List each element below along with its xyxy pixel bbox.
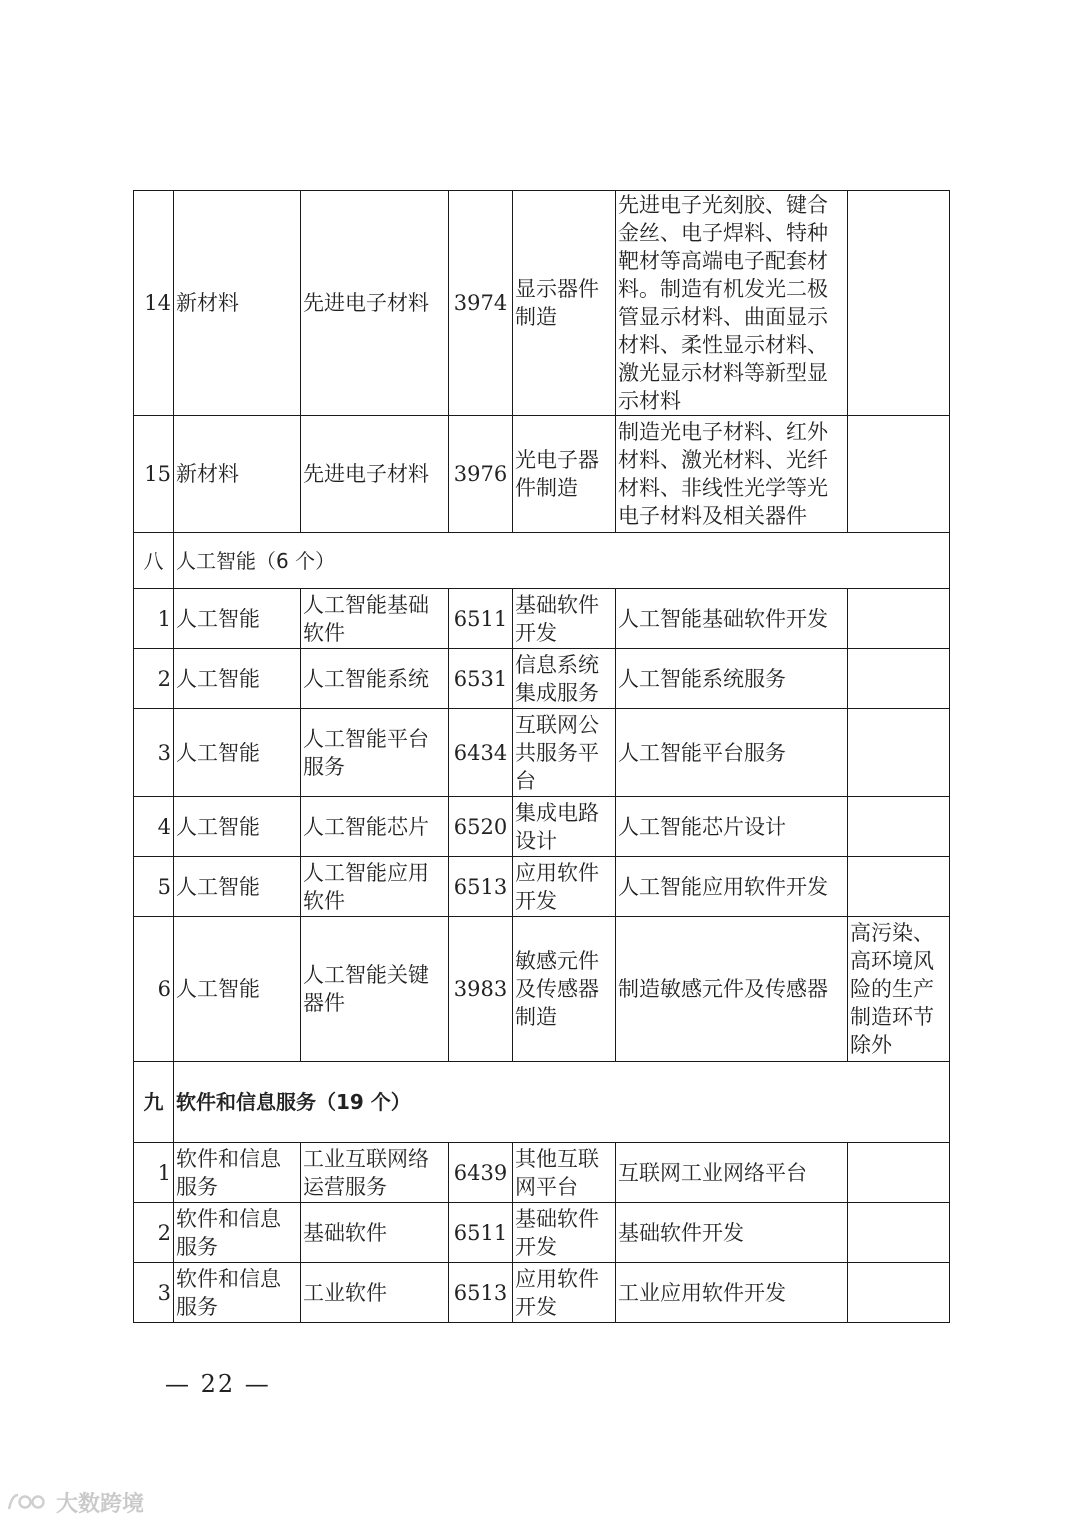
industry-cell: 人工智能 (174, 709, 301, 797)
table-row (134, 589, 950, 649)
category-mark: 八 (134, 533, 174, 589)
industry-cell: 新材料 (174, 191, 301, 416)
row-number: 1 (134, 589, 174, 649)
description-cell: 人工智能芯片设计 (616, 797, 848, 857)
note-cell (848, 191, 950, 416)
description-cell: 人工智能平台服务 (616, 709, 848, 797)
product-cell: 人工智能应用软件 (301, 857, 449, 917)
product-cell: 工业软件 (301, 1263, 449, 1323)
industry-cell: 人工智能 (174, 857, 301, 917)
note-cell (848, 797, 950, 857)
industry-cell: 人工智能 (174, 917, 301, 1062)
code-cell: 3974 (449, 191, 513, 416)
note-cell (848, 649, 950, 709)
code-name-cell: 应用软件开发 (513, 857, 616, 917)
code-cell: 6513 (449, 857, 513, 917)
table-row (134, 1143, 950, 1203)
code-name-cell: 敏感元件及传感器制造 (513, 917, 616, 1062)
code-cell: 3983 (449, 917, 513, 1062)
product-cell: 人工智能系统 (301, 649, 449, 709)
note-cell (848, 1143, 950, 1203)
description-cell: 制造敏感元件及传感器 (616, 917, 848, 1062)
row-number: 6 (134, 917, 174, 1062)
code-cell: 6531 (449, 649, 513, 709)
table-row (134, 416, 950, 533)
industry-cell: 人工智能 (174, 797, 301, 857)
description-cell: 互联网工业网络平台 (616, 1143, 848, 1203)
row-number: 2 (134, 649, 174, 709)
product-cell: 先进电子材料 (301, 191, 449, 416)
code-cell: 6439 (449, 1143, 513, 1203)
product-cell: 人工智能关键器件 (301, 917, 449, 1062)
code-cell: 6511 (449, 1203, 513, 1263)
note-cell (848, 589, 950, 649)
logo-icon (6, 1489, 50, 1515)
product-cell: 人工智能基础软件 (301, 589, 449, 649)
industry-cell: 软件和信息服务 (174, 1143, 301, 1203)
page-number: — 22 — (165, 1370, 271, 1398)
product-cell: 人工智能平台服务 (301, 709, 449, 797)
description-cell: 人工智能应用软件开发 (616, 857, 848, 917)
code-name-cell: 基础软件开发 (513, 1203, 616, 1263)
industry-cell: 人工智能 (174, 589, 301, 649)
code-name-cell: 应用软件开发 (513, 1263, 616, 1323)
industry-cell: 新材料 (174, 416, 301, 533)
code-name-cell: 光电子器件制造 (513, 416, 616, 533)
note-cell (848, 1203, 950, 1263)
category-row (134, 1062, 950, 1143)
row-number: 2 (134, 1203, 174, 1263)
description-cell: 基础软件开发 (616, 1203, 848, 1263)
note-cell (848, 416, 950, 533)
product-cell: 人工智能芯片 (301, 797, 449, 857)
row-number: 15 (134, 416, 174, 533)
table-row (134, 857, 950, 917)
description-cell: 人工智能基础软件开发 (616, 589, 848, 649)
industry-cell: 人工智能 (174, 649, 301, 709)
note-cell: 高污染、高环境风险的生产制造环节除外 (848, 917, 950, 1062)
code-cell: 3976 (449, 416, 513, 533)
table-row (134, 917, 950, 1062)
category-mark: 九 (134, 1062, 174, 1143)
product-cell: 先进电子材料 (301, 416, 449, 533)
row-number: 5 (134, 857, 174, 917)
row-number: 3 (134, 709, 174, 797)
row-number: 1 (134, 1143, 174, 1203)
description-cell: 制造光电子材料、红外材料、激光材料、光纤材料、非线性光学等光电子材料及相关器件 (616, 416, 848, 533)
category-title: 软件和信息服务（19 个） (174, 1062, 950, 1143)
code-cell: 6511 (449, 589, 513, 649)
code-name-cell: 集成电路设计 (513, 797, 616, 857)
table-row (134, 797, 950, 857)
description-cell: 先进电子光刻胶、键合金丝、电子焊料、特种靶材等高端电子配套材料。制造有机发光二极管显示材料、曲面显示材料、柔性显示材料、激光显示材料等新型显示材料 (616, 191, 848, 416)
code-name-cell: 信息系统集成服务 (513, 649, 616, 709)
code-name-cell: 其他互联网平台 (513, 1143, 616, 1203)
catalog-table (133, 190, 950, 1323)
industry-cell: 软件和信息服务 (174, 1263, 301, 1323)
code-name-cell: 显示器件制造 (513, 191, 616, 416)
code-cell: 6513 (449, 1263, 513, 1323)
code-name-cell: 互联网公共服务平台 (513, 709, 616, 797)
row-number: 14 (134, 191, 174, 416)
table-row (134, 1263, 950, 1323)
table-row (134, 649, 950, 709)
note-cell (848, 857, 950, 917)
product-cell: 工业互联网络运营服务 (301, 1143, 449, 1203)
product-cell: 基础软件 (301, 1203, 449, 1263)
category-row (134, 533, 950, 589)
industry-cell: 软件和信息服务 (174, 1203, 301, 1263)
description-cell: 人工智能系统服务 (616, 649, 848, 709)
code-cell: 6434 (449, 709, 513, 797)
note-cell (848, 1263, 950, 1323)
code-cell: 6520 (449, 797, 513, 857)
category-title: 人工智能（6 个） (174, 533, 950, 589)
note-cell (848, 709, 950, 797)
watermark-text: 大数跨境 (56, 1491, 145, 1517)
code-name-cell: 基础软件开发 (513, 589, 616, 649)
watermark (6, 1488, 144, 1516)
row-number: 4 (134, 797, 174, 857)
row-number: 3 (134, 1263, 174, 1323)
table-row (134, 709, 950, 797)
table-row (134, 191, 950, 416)
description-cell: 工业应用软件开发 (616, 1263, 848, 1323)
table-row (134, 1203, 950, 1263)
